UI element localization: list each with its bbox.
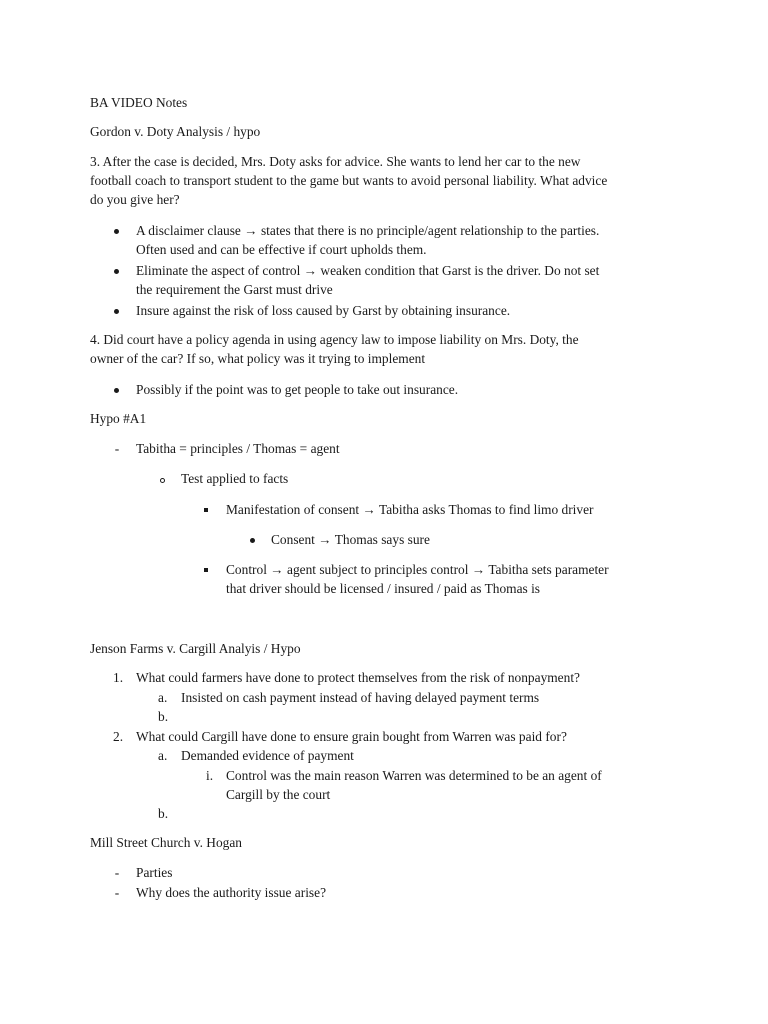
jenson-item-2: What could Cargill have done to ensure grain bought from Warren was paid for?: [136, 729, 567, 744]
jenson-item-1a: Insisted on cash payment instead of having delayed payment terms: [181, 690, 540, 705]
question-4-line-2: owner of the car? If so, what policy was it trying to implement: [90, 351, 426, 366]
bullet-icon: [114, 388, 119, 393]
jenson-item-2a-i-line-1: Control was the main reason Warren was determined to be an agent of: [226, 768, 602, 783]
dash-marker: -: [114, 441, 120, 456]
hypo-a1-control-line-1: Control → agent subject to principles control → Tabitha sets parameter: [226, 562, 609, 577]
section-heading-jenson: Jenson Farms v. Cargill Analyis / Hypo: [90, 641, 301, 656]
q4-bullet-1: Possibly if the point was to get people to take out insurance.: [136, 382, 459, 397]
section-heading-gordon: Gordon v. Doty Analysis / hypo: [90, 124, 261, 139]
hypo-a1-test-applied: Test applied to facts: [181, 471, 289, 486]
bullet-icon: [114, 309, 119, 314]
hypo-a1-consent: Consent → Thomas says sure: [271, 532, 430, 547]
bullet-icon: [114, 269, 119, 274]
jenson-item-2a: Demanded evidence of payment: [181, 748, 354, 763]
dash-marker: -: [114, 885, 120, 900]
bullet-icon: [114, 229, 119, 234]
list-marker: 1.: [113, 670, 124, 685]
hypo-a1-manifestation: Manifestation of consent → Tabitha asks Thomas to find limo driver: [226, 502, 594, 517]
section-heading-mill-street: Mill Street Church v. Hogan: [90, 835, 242, 850]
square-bullet-icon: [204, 508, 208, 512]
jenson-item-1: What could farmers have done to protect themselves from the risk of nonpayment?: [136, 670, 580, 685]
list-marker: b.: [158, 709, 169, 724]
question-4-line-1: 4. Did court have a policy agenda in using agency law to impose liability on Mrs. Doty, the: [90, 332, 579, 347]
question-3-line-1: 3. After the case is decided, Mrs. Doty asks for advice. She wants to lend her car to the new: [90, 154, 581, 169]
q3-bullet-3: Insure against the risk of loss caused by Garst by obtaining insurance.: [136, 303, 511, 318]
q3-bullet-2-line-2: the requirement the Garst must drive: [136, 282, 333, 297]
circle-bullet-icon: [160, 478, 165, 483]
dash-marker: -: [114, 865, 120, 880]
bullet-icon: [250, 538, 255, 543]
mill-dash-parties: Parties: [136, 865, 173, 880]
q3-bullet-2-line-1: Eliminate the aspect of control → weaken condition that Garst is the driver. Do not set: [136, 263, 600, 278]
section-heading-hypo-a1: Hypo #A1: [90, 411, 147, 426]
question-3-line-3: do you give her?: [90, 192, 180, 207]
list-marker: a.: [158, 748, 168, 763]
list-marker: b.: [158, 806, 169, 821]
list-marker: 2.: [113, 729, 124, 744]
q3-bullet-1-line-2: Often used and can be effective if court upholds them.: [136, 242, 427, 257]
square-bullet-icon: [204, 568, 208, 572]
jenson-item-2a-i-line-2: Cargill by the court: [226, 787, 331, 802]
hypo-a1-control-line-2: that driver should be licensed / insured / paid as Thomas is: [226, 581, 540, 596]
q3-bullet-1-line-1: A disclaimer clause → states that there is no principle/agent relationship to the parties.: [136, 223, 600, 238]
document-title: BA VIDEO Notes: [90, 95, 188, 110]
question-3-line-2: football coach to transport student to the game but wants to avoid personal liability. What advice: [90, 173, 608, 188]
list-marker: i.: [206, 768, 214, 783]
mill-dash-authority: Why does the authority issue arise?: [136, 885, 327, 900]
hypo-a1-dash-1: Tabitha = principles / Thomas = agent: [136, 441, 340, 456]
list-marker: a.: [158, 690, 168, 705]
